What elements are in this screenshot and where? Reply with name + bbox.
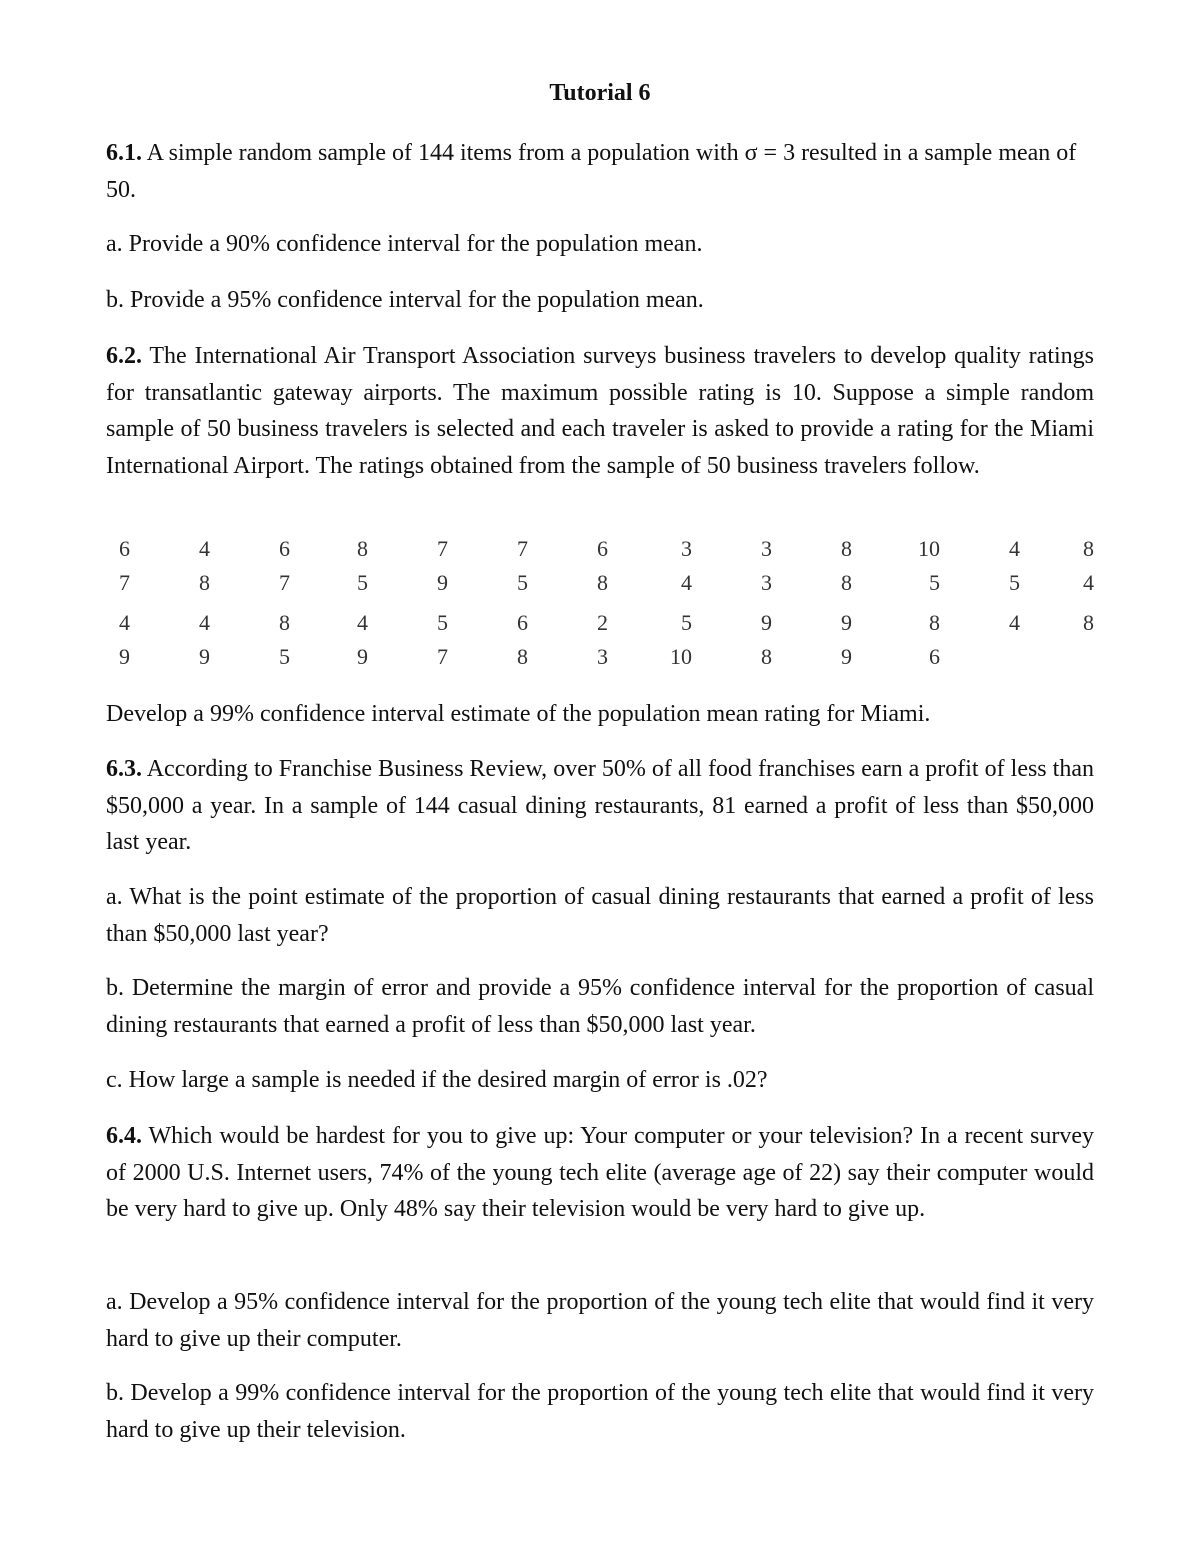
page-title: Tutorial 6	[549, 80, 651, 106]
rating-value: 3	[681, 536, 692, 561]
question-6-4-part-b: b. Develop a 99% confidence interval for the proportion of the young tech elite that would find it very hard to give up their television.	[106, 1380, 1094, 1443]
rating-value: 4	[357, 610, 368, 635]
rating-value: 6	[119, 536, 130, 561]
rating-value: 7	[437, 644, 448, 669]
rating-value: 9	[761, 610, 772, 635]
rating-value: 10	[918, 536, 940, 561]
rating-value: 8	[357, 536, 368, 561]
rating-value: 8	[929, 610, 940, 635]
question-6-3-part-a: a. What is the point estimate of the proportion of casual dining restaurants that earned a profit of less than $50,000 last year?	[106, 884, 1094, 947]
rating-value: 7	[437, 536, 448, 561]
ratings-row	[106, 644, 1094, 678]
question-6-4-part-a: a. Develop a 95% confidence interval for the proportion of the young tech elite that would find it very hard to give up their computer.	[106, 1289, 1094, 1352]
rating-value: 3	[597, 644, 608, 669]
rating-value: 8	[1083, 610, 1094, 635]
question-text: A simple random sample of 144 items from a population with σ = 3 resulted in a sample mean of 50.	[106, 140, 1077, 203]
question-6-4	[106, 1118, 1094, 1228]
question-6-3-part-b: b. Determine the margin of error and provide a 95% confidence interval for the proportion of casual dining restaurants that earned a profit of less than $50,000 last year.	[106, 975, 1094, 1038]
question-6-2	[106, 338, 1094, 484]
question-6-3-part-c: c. How large a sample is needed if the desired margin of error is .02?	[106, 1067, 768, 1093]
question-number: 6.1.	[106, 140, 142, 166]
question-6-2-task: Develop a 99% confidence interval estimate of the population mean rating for Miami.	[106, 701, 931, 727]
rating-value: 3	[761, 570, 772, 595]
rating-value: 4	[119, 610, 130, 635]
question-text: The International Air Transport Association surveys business travelers to develop quality ratings for transatlantic gateway airports. The maximum possible rating is 10. Suppose a simple random sample of 50 business travelers is selected and each traveler is asked to provide a rating for the Miami International Airport. The ratings obtained from the sample of 50 business travelers follow.	[106, 343, 1094, 479]
rating-value: 5	[681, 610, 692, 635]
rating-value: 6	[929, 644, 940, 669]
rating-value: 9	[357, 644, 368, 669]
rating-value: 5	[517, 570, 528, 595]
rating-value: 9	[841, 644, 852, 669]
rating-value: 7	[279, 570, 290, 595]
rating-value: 5	[1009, 570, 1020, 595]
rating-value: 4	[1009, 536, 1020, 561]
rating-value: 6	[517, 610, 528, 635]
rating-value: 8	[841, 570, 852, 595]
question-6-1	[106, 135, 1094, 208]
question-6-3	[106, 751, 1094, 861]
rating-value: 9	[199, 644, 210, 669]
rating-value: 8	[279, 610, 290, 635]
rating-value: 5	[437, 610, 448, 635]
rating-value: 8	[517, 644, 528, 669]
rating-value: 4	[1083, 570, 1094, 595]
question-text: Which would be hardest for you to give up: Your computer or your television? In a recent survey of 2000 U.S. Internet users, 74% of the young tech elite (average age of 22) say their computer would be very hard to give up. Only 48% say their television would be very hard to give up.	[106, 1123, 1094, 1222]
rating-value: 4	[681, 570, 692, 595]
rating-value: 8	[597, 570, 608, 595]
rating-value: 8	[199, 570, 210, 595]
question-6-1-part-b: b. Provide a 95% confidence interval for the population mean.	[106, 287, 704, 313]
rating-value: 5	[929, 570, 940, 595]
rating-value: 5	[357, 570, 368, 595]
rating-value: 4	[1009, 610, 1020, 635]
question-number: 6.2.	[106, 343, 142, 369]
question-text: According to Franchise Business Review, over 50% of all food franchises earn a profit of less than $50,000 a year. In a sample of 144 casual dining restaurants, 81 earned a profit of less than $50,000 last year.	[106, 756, 1094, 855]
rating-value: 5	[279, 644, 290, 669]
rating-value: 8	[841, 536, 852, 561]
rating-value: 3	[761, 536, 772, 561]
question-6-1-part-a: a. Provide a 90% confidence interval for the population mean.	[106, 231, 703, 257]
rating-value: 10	[670, 644, 692, 669]
ratings-row	[106, 536, 1094, 570]
rating-value: 4	[199, 610, 210, 635]
rating-value: 2	[597, 610, 608, 635]
rating-value: 7	[517, 536, 528, 561]
rating-value: 8	[761, 644, 772, 669]
ratings-row	[106, 570, 1094, 604]
rating-value: 6	[279, 536, 290, 561]
question-number: 6.3.	[106, 756, 142, 782]
rating-value: 7	[119, 570, 130, 595]
rating-value: 9	[841, 610, 852, 635]
rating-value: 8	[1083, 536, 1094, 561]
rating-value: 9	[437, 570, 448, 595]
rating-value: 9	[119, 644, 130, 669]
question-number: 6.4.	[106, 1123, 142, 1149]
rating-value: 6	[597, 536, 608, 561]
ratings-row	[106, 610, 1094, 644]
rating-value: 4	[199, 536, 210, 561]
